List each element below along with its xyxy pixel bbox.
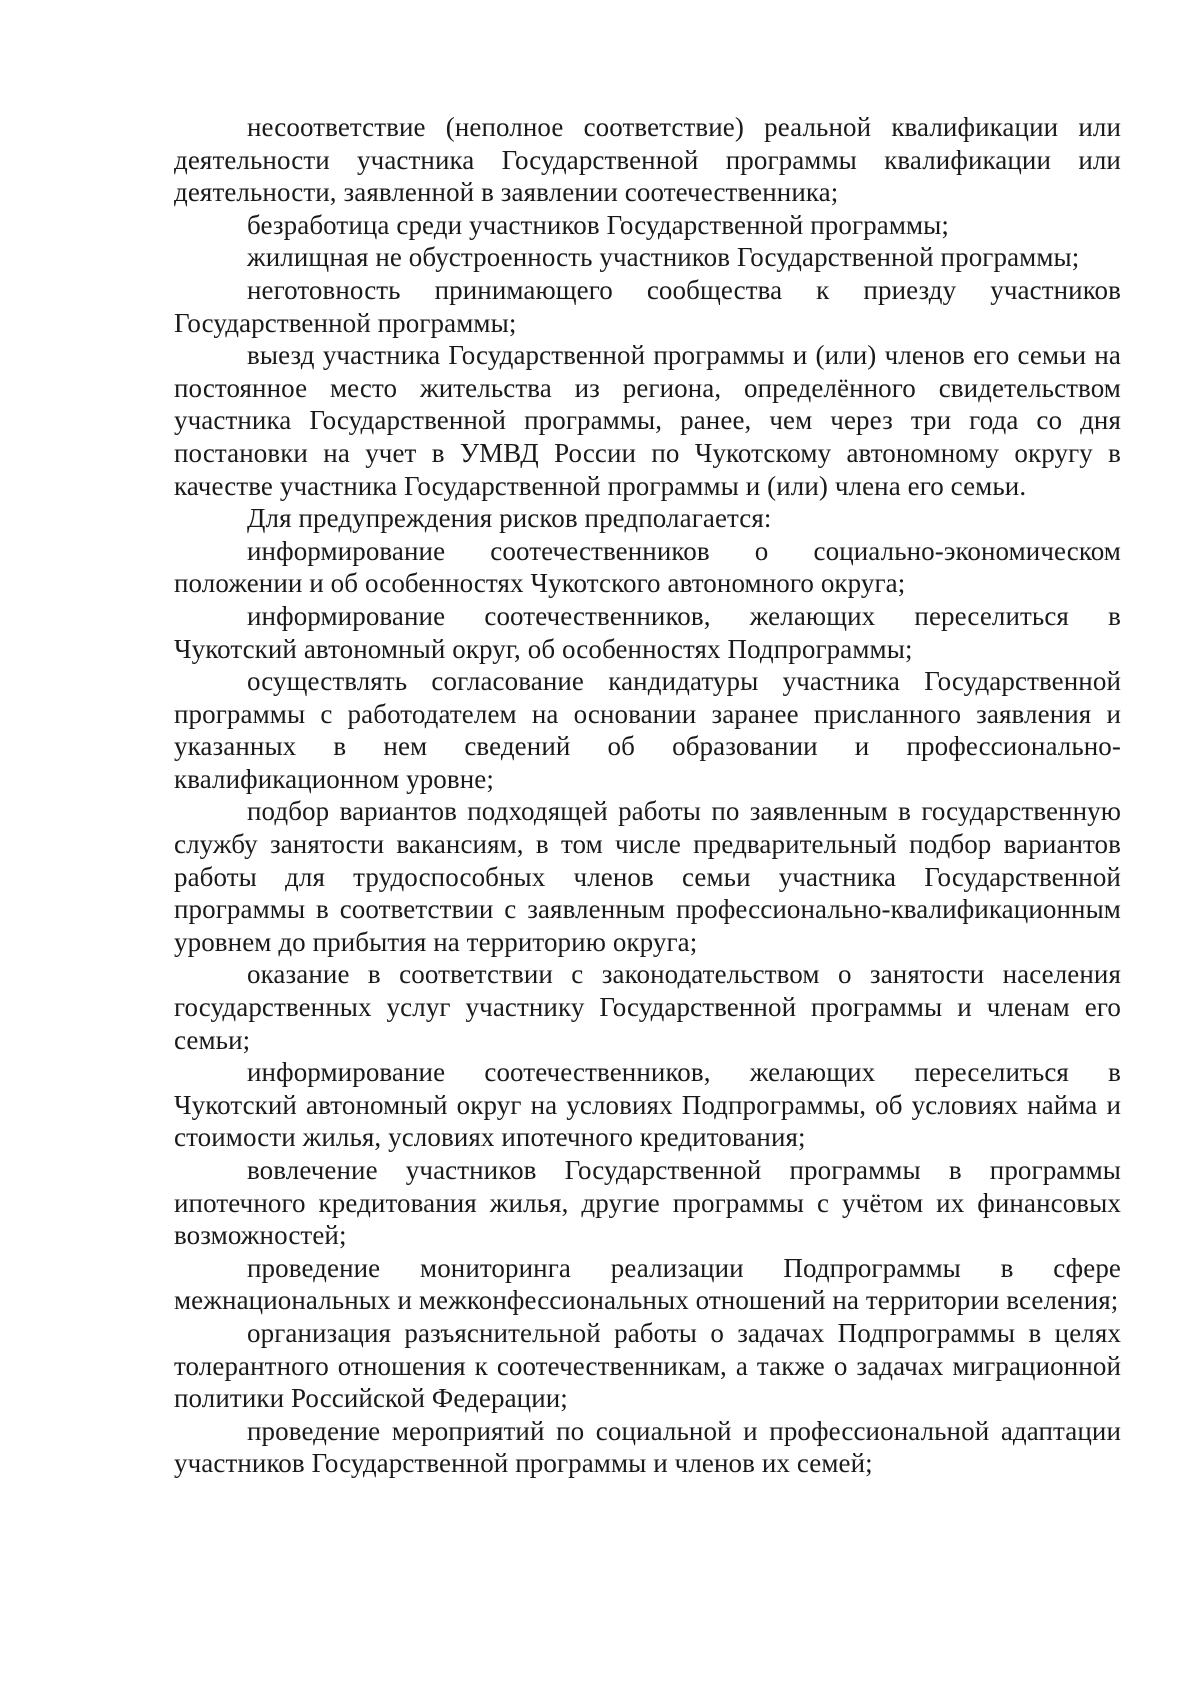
prevention-intro: Для предупреждения рисков предполагается: <box>247 503 772 534</box>
measure-adaptation: проведение мероприятий по социальной и профессиональной адаптации участников Государственной программы и членов их семей; <box>174 1415 1121 1479</box>
measure-explanatory-work: организация разъяснительной работы о задачах Подпрограммы в целях толерантного отношения к соотечественникам, а также о задачах миграционной политики Российской Федерации; <box>174 1317 1121 1414</box>
measure-employer-approval: осуществлять согласование кандидатуры участника Государственной программы с работодателем на основании заранее присланного заявления и указанных в нем сведений об образовании и профессионально-квалификационном уровне; <box>174 666 1121 794</box>
measure-info-socioeconomic: информирование соотечественников о социально-экономическом положении и об особенностях Чукотского автономного округа; <box>174 535 1121 599</box>
document-page <box>174 111 1121 1480</box>
measure-info-subprogram: информирование соотечественников, желающих переселиться в Чукотский автономный округ, об особенностях Подпрограммы; <box>174 600 1121 664</box>
measure-info-housing: информирование соотечественников, желающих переселиться в Чукотский автономный округ на условиях Подпрограммы, об условиях найма и стоимости жилья, условиях ипотечного кредитования; <box>174 1057 1121 1153</box>
measure-employment-services: оказание в соответствии с законодательством о занятости населения государственных услуг участнику Государственной программы и членам его семьи; <box>174 959 1121 1055</box>
risk-item-early-departure: выезд участника Государственной программы и (или) членов его семьи на постоянное место жительства из региона, определённого свидетельством участника Государственной программы, ранее, чем через три года со дня постановки на учет в УМВД России по Чукотскому автономному округу в качестве участника Государственной программы и (или) члена его семьи. <box>174 340 1121 501</box>
risk-item-housing: жилищная не обустроенность участников Государственной программы; <box>247 242 1080 273</box>
measure-monitoring: проведение мониторинга реализации Подпрограммы в сфере межнациональных и межконфессиональных отношений на территории вселения; <box>174 1252 1121 1316</box>
measure-mortgage-programs: вовлечение участников Государственной программы в программы ипотечного кредитования жилья, другие программы с учётом их финансовых возможностей; <box>174 1155 1121 1251</box>
risk-item-unemployment: безработица среди участников Государственной программы; <box>247 209 950 240</box>
risk-item-community-unreadiness: неготовность принимающего сообщества к приезду участников Государственной программы; <box>174 274 1121 338</box>
risk-item-qualification-mismatch: несоответствие (неполное соответствие) реальной квалификации или деятельности участника Государственной программы квалификации или деятельности, заявленной в заявлении соотечественника; <box>174 112 1121 208</box>
measure-job-selection: подбор вариантов подходящей работы по заявленным в государственную службу занятости вакансиям, в том числе предварительный подбор вариантов работы для трудоспособных членов семьи участника Государственной программы в соответствии с заявленным профессионально-квалификационным уровнем до прибытия на территорию округа; <box>174 796 1121 957</box>
